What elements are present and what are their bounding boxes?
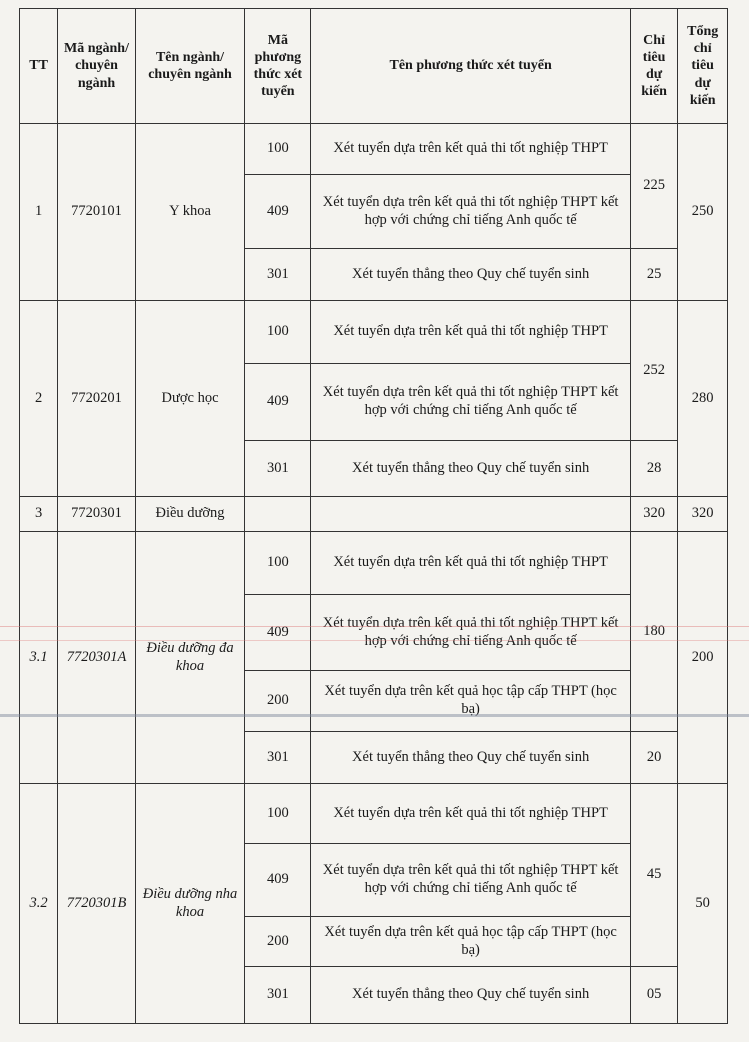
header-ma-nganh: Mã ngành/ chuyên ngành [58, 9, 136, 124]
header-row [20, 9, 728, 124]
quota-cell: 05 [630, 967, 678, 1024]
method-name-cell: Xét tuyển dựa trên kết quả học tập cấp THPT (học bạ) [311, 917, 630, 967]
method-code-cell: 409 [245, 364, 311, 441]
quota-cell: 28 [630, 441, 678, 497]
name-cell: Điều dưỡng nha khoa [135, 784, 245, 1024]
method-name-cell: Xét tuyển thẳng theo Quy chế tuyển sinh [311, 967, 630, 1024]
table-row [20, 532, 728, 595]
method-code-cell: 301 [245, 441, 311, 497]
method-name-cell [311, 497, 630, 532]
code-cell: 7720301 [58, 497, 136, 532]
code-cell: 7720201 [58, 301, 136, 497]
table-row [20, 784, 728, 844]
method-code-cell: 100 [245, 124, 311, 175]
method-code-cell: 100 [245, 301, 311, 364]
tt-cell: 3 [20, 497, 58, 532]
header-tt: TT [20, 9, 58, 124]
method-name-cell: Xét tuyển dựa trên kết quả thi tốt nghiệp THPT [311, 301, 630, 364]
quota-cell: 20 [630, 732, 678, 784]
header-ma-phuong-thuc: Mã phương thức xét tuyển [245, 9, 311, 124]
method-name-cell: Xét tuyển dựa trên kết quả thi tốt nghiệp THPT kết hợp với chứng chỉ tiếng Anh quốc tế [311, 844, 630, 917]
method-code-cell: 200 [245, 917, 311, 967]
method-name-cell: Xét tuyển dựa trên kết quả thi tốt nghiệp THPT kết hợp với chứng chỉ tiếng Anh quốc tế [311, 175, 630, 249]
table-row [20, 301, 728, 364]
total-cell: 320 [678, 497, 728, 532]
method-name-cell: Xét tuyển dựa trên kết quả học tập cấp THPT (học bạ) [311, 671, 630, 732]
total-cell: 280 [678, 301, 728, 497]
method-code-cell: 301 [245, 249, 311, 301]
method-code-cell: 301 [245, 967, 311, 1024]
total-cell: 250 [678, 124, 728, 301]
method-code-cell: 409 [245, 844, 311, 917]
name-cell: Điều dưỡng [135, 497, 245, 532]
header-ten-phuong-thuc: Tên phương thức xét tuyển [311, 9, 630, 124]
method-name-cell: Xét tuyển thẳng theo Quy chế tuyển sinh [311, 249, 630, 301]
method-code-cell: 200 [245, 671, 311, 732]
method-name-cell: Xét tuyển thẳng theo Quy chế tuyển sinh [311, 441, 630, 497]
method-code-cell: 100 [245, 784, 311, 844]
quota-cell: 320 [630, 497, 678, 532]
header-tong-chi-tieu: Tổng chỉ tiêu dự kiến [678, 9, 728, 124]
quota-cell: 225 [630, 124, 678, 249]
method-code-cell: 301 [245, 732, 311, 784]
method-code-cell [245, 497, 311, 532]
quota-cell: 25 [630, 249, 678, 301]
method-name-cell: Xét tuyển thẳng theo Quy chế tuyển sinh [311, 732, 630, 784]
table-row [20, 124, 728, 175]
method-name-cell: Xét tuyển dựa trên kết quả thi tốt nghiệp THPT kết hợp với chứng chỉ tiếng Anh quốc tế [311, 595, 630, 671]
method-code-cell: 409 [245, 175, 311, 249]
admission-quota-table [19, 8, 728, 1024]
code-cell: 7720301B [58, 784, 136, 1024]
quota-cell: 180 [630, 532, 678, 732]
total-cell: 50 [678, 784, 728, 1024]
name-cell: Điều dưỡng đa khoa [135, 532, 245, 784]
tt-cell: 2 [20, 301, 58, 497]
name-cell: Y khoa [135, 124, 245, 301]
method-name-cell: Xét tuyển dựa trên kết quả thi tốt nghiệp THPT [311, 124, 630, 175]
method-name-cell: Xét tuyển dựa trên kết quả thi tốt nghiệp THPT [311, 784, 630, 844]
header-ten-nganh: Tên ngành/ chuyên ngành [135, 9, 245, 124]
code-cell: 7720101 [58, 124, 136, 301]
total-cell: 200 [678, 532, 728, 784]
tt-cell: 3.2 [20, 784, 58, 1024]
quota-cell: 45 [630, 784, 678, 967]
tt-cell: 1 [20, 124, 58, 301]
code-cell: 7720301A [58, 532, 136, 784]
header-chi-tieu: Chỉ tiêu dự kiến [630, 9, 678, 124]
method-code-cell: 409 [245, 595, 311, 671]
method-code-cell: 100 [245, 532, 311, 595]
quota-cell: 252 [630, 301, 678, 441]
tt-cell: 3.1 [20, 532, 58, 784]
method-name-cell: Xét tuyển dựa trên kết quả thi tốt nghiệp THPT [311, 532, 630, 595]
name-cell: Dược học [135, 301, 245, 497]
table-row [20, 497, 728, 532]
method-name-cell: Xét tuyển dựa trên kết quả thi tốt nghiệp THPT kết hợp với chứng chỉ tiếng Anh quốc tế [311, 364, 630, 441]
